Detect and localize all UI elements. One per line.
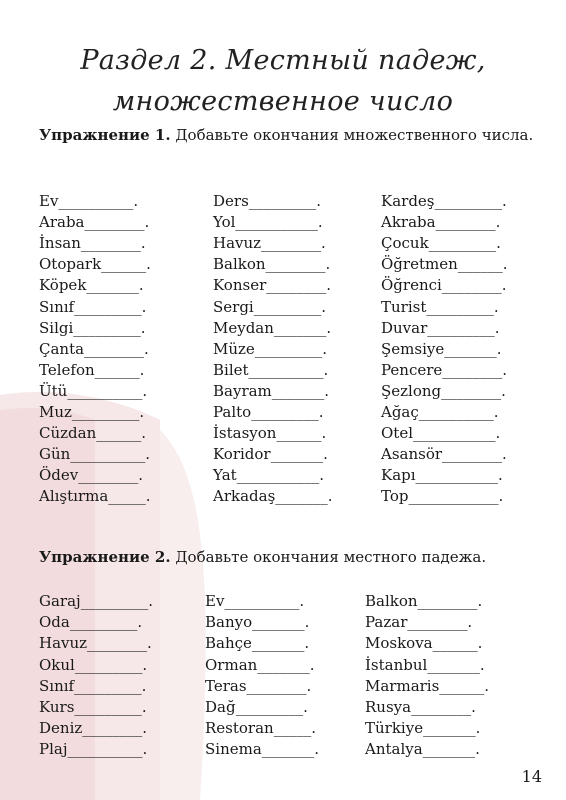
- exercise-word-item: Alıştırma_____.: [39, 487, 151, 506]
- exercise-word-item: Moskova______.: [365, 634, 483, 653]
- exercise-word-item: Kardeş_________.: [381, 192, 507, 210]
- exercise-word-item: Otopark______.: [39, 255, 151, 274]
- exercise-word-item: Asansör________.: [381, 445, 507, 464]
- exercise-word-item: Palto_________.: [213, 403, 324, 421]
- exercise-word-item: Sınıf_________.: [39, 676, 147, 695]
- exercise-word-item: Banyo_______.: [205, 613, 310, 632]
- page-number: 14: [521, 767, 542, 786]
- exercise-word-item: Köpek_______.: [39, 276, 144, 295]
- exercise-word-item: İstasyon______.: [213, 424, 327, 443]
- exercise-word-item: Sınıf_________.: [39, 297, 147, 316]
- exercise-word-item: Plaj__________.: [39, 740, 148, 759]
- exercise2-heading: [39, 546, 535, 569]
- exercise-word-item: Çocuk_________.: [381, 234, 501, 253]
- exercise-word-item: Havuz________.: [213, 234, 326, 253]
- exercise-word-item: Garaj_________.: [39, 592, 153, 610]
- exercise2-label: Упражнение 2.: [39, 548, 171, 566]
- exercise-word-item: Teras________.: [205, 676, 312, 695]
- page-title-line2: множественное число: [112, 86, 454, 117]
- exercise-word-item: Gün__________.: [39, 445, 151, 464]
- exercise-word-item: Akraba________.: [381, 213, 501, 232]
- exercise-word-item: Öğrenci________.: [381, 276, 507, 295]
- exercise-word-item: Müze_________.: [213, 339, 328, 358]
- exercise-word-item: Rusya________.: [365, 698, 476, 716]
- exercise-word-item: Konser________.: [213, 276, 332, 295]
- exercise-word-item: Dağ_________.: [205, 698, 308, 716]
- exercise-word-item: Otel___________.: [381, 424, 501, 443]
- exercise-word-item: Bilet__________.: [213, 360, 329, 379]
- exercise-word-item: Marmaris______.: [365, 676, 490, 695]
- exercise-word-item: Sergi_________.: [213, 297, 326, 316]
- exercise-word-item: İnsan________.: [39, 234, 146, 253]
- exercise-word-item: Antalya_______.: [365, 740, 480, 759]
- exercise-word-item: Orman_______.: [205, 655, 315, 674]
- exercise-word-item: Türkiye_______.: [365, 719, 481, 738]
- exercise-word-item: Top____________.: [381, 487, 504, 506]
- exercise-word-item: Muz_________.: [39, 403, 145, 421]
- exercise-word-item: Bayram_______.: [213, 381, 330, 400]
- exercise-word-item: Yol___________.: [213, 213, 323, 232]
- exercise-word-item: Koridor_______.: [213, 445, 328, 464]
- exercise-word-item: Pencere________.: [381, 360, 508, 379]
- exercise1-label: Упражнение 1.: [39, 126, 171, 144]
- exercise-word-item: Bahçe_______.: [205, 634, 310, 653]
- exercise-word-item: Okul_________.: [39, 655, 148, 674]
- exercise-word-item: Öğretmen______.: [381, 255, 508, 274]
- exercise-word-item: Duvar_________.: [381, 318, 500, 337]
- exercise-word-item: Oda_________.: [39, 613, 143, 632]
- exercise-word-item: Araba________.: [39, 213, 150, 232]
- exercise-word-item: Pazar________.: [365, 613, 473, 632]
- exercise-word-item: Ütü__________.: [39, 381, 148, 400]
- exercise-word-item: Ders_________.: [213, 192, 322, 210]
- exercise-word-item: Kurs_________.: [39, 698, 147, 716]
- page-title-line1: Раздел 2. Местный падеж,: [80, 45, 486, 76]
- exercise-word-item: Balkon________.: [213, 255, 331, 274]
- exercise-word-item: Silgi_________.: [39, 318, 146, 337]
- exercise-word-item: Cüzdan______.: [39, 424, 147, 443]
- exercise-word-item: Balkon________.: [365, 592, 483, 610]
- exercise1-heading: [39, 124, 535, 147]
- exercise-word-item: Sinema_______.: [205, 740, 320, 759]
- exercise-word-item: Yat___________.: [213, 466, 324, 485]
- exercise-word-item: Kapı___________.: [381, 466, 503, 485]
- exercise-word-item: Şemsiye_______.: [381, 339, 502, 358]
- exercise-word-item: Meydan_______.: [213, 318, 332, 337]
- exercise-word-item: İstanbul_______.: [365, 655, 485, 674]
- exercise-word-item: Deniz________.: [39, 719, 148, 738]
- exercise-word-item: Restoran_____.: [205, 719, 316, 738]
- exercise-word-item: Ev__________.: [205, 592, 305, 610]
- exercise-word-item: Arkadaş_______.: [213, 487, 333, 506]
- exercise-word-item: Turist_________.: [381, 297, 499, 316]
- exercise-word-item: Ağaç__________.: [381, 403, 499, 421]
- exercise-word-item: Şezlong________.: [381, 381, 506, 400]
- exercise2-instruction: Добавьте окончания местного падежа.: [175, 548, 487, 566]
- exercise1-instruction: Добавьте окончания множественного числа.: [175, 126, 534, 144]
- exercise-word-item: Ödev________.: [39, 466, 144, 485]
- exercise-word-item: Havuz________.: [39, 634, 152, 653]
- exercise-word-item: Ev__________.: [39, 192, 139, 210]
- exercise-word-item: Telefon______.: [39, 360, 145, 379]
- exercise-word-item: Çanta________.: [39, 339, 149, 358]
